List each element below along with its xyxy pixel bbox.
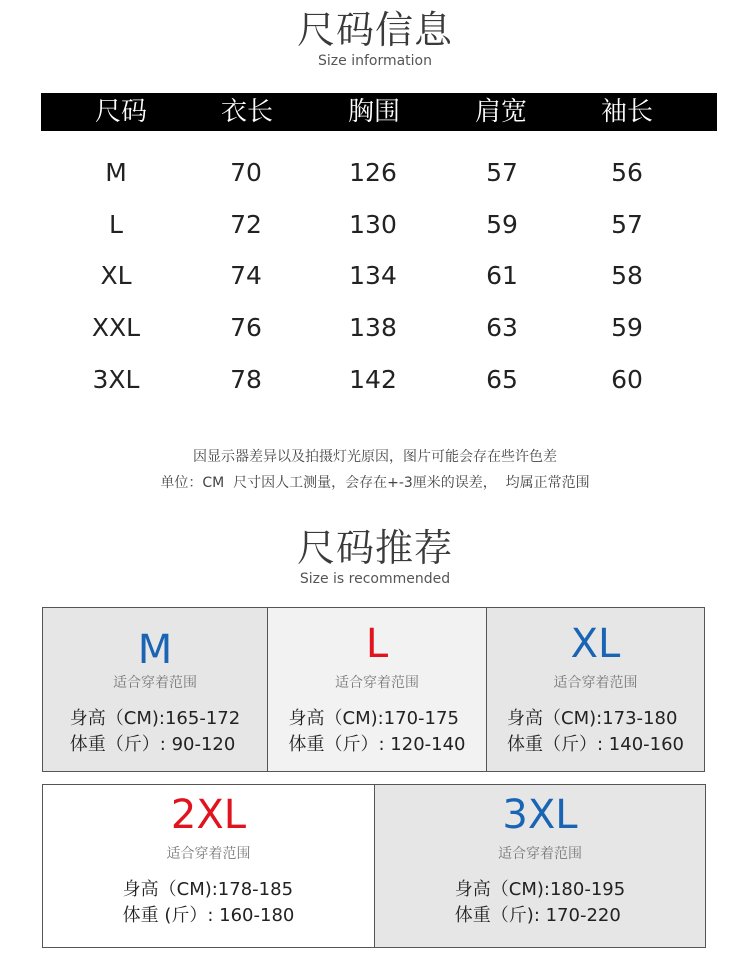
- card-weight-range: 体重 (斤）: 160-180: [122, 905, 295, 926]
- size-card-2xl: [42, 784, 375, 948]
- size-notes: [0, 444, 750, 496]
- size-recommend-title-en: Size is recommended: [299, 571, 451, 587]
- card-fit-label: 适合穿着范围: [498, 846, 582, 862]
- header-shoulder: 肩宽: [474, 97, 527, 127]
- cell: 63: [486, 313, 518, 342]
- card-size-label: L: [365, 621, 389, 667]
- cell: 134: [349, 261, 397, 290]
- cell: 59: [611, 313, 643, 342]
- size-card-3xl: [374, 784, 706, 948]
- cell: 57: [486, 158, 518, 187]
- card-height-range: 身高（CM):165-172: [69, 708, 241, 729]
- note-measurement: 单位：CM 尺寸因人工测量，会存在+-3厘米的误差， 均属正常范围: [160, 475, 590, 491]
- header-length: 衣长: [220, 97, 273, 127]
- cell: 57: [611, 210, 643, 239]
- cell: 74: [230, 261, 262, 290]
- cell: 126: [349, 158, 397, 187]
- cell: 72: [230, 210, 262, 239]
- cell: 138: [349, 313, 397, 342]
- size-recommend-title-zh: 尺码推荐: [296, 526, 453, 570]
- card-weight-range: 体重（斤）: 140-160: [507, 734, 684, 755]
- card-fit-label: 适合穿着范围: [553, 675, 638, 691]
- size-table-header: [41, 93, 717, 131]
- size-info-title-zh: 尺码信息: [296, 8, 453, 52]
- card-size-label: XL: [570, 621, 621, 667]
- cell: 65: [486, 365, 518, 394]
- size-recommend-title: [0, 528, 750, 588]
- size-card-xl: [486, 607, 705, 772]
- card-size-label: 3XL: [502, 792, 578, 838]
- card-fit-label: 适合穿着范围: [166, 846, 251, 862]
- cell: 142: [349, 365, 397, 394]
- card-size-label: 2XL: [170, 792, 247, 838]
- cell: 76: [230, 313, 262, 342]
- cell: 60: [611, 365, 643, 394]
- card-fit-label: 适合穿着范围: [113, 675, 197, 691]
- card-weight-range: 体重（斤): 170-220: [454, 905, 621, 926]
- note-color-difference: 因显示器差异以及拍摄灯光原因，图片可能会存在些许色差: [193, 449, 557, 465]
- cell: XL: [100, 261, 132, 290]
- size-info-title: [0, 10, 750, 70]
- card-fit-label: 适合穿着范围: [335, 675, 419, 691]
- card-size-label: M: [137, 627, 173, 673]
- size-info-title-en: Size information: [318, 53, 432, 69]
- card-height-range: 身高（CM):170-175: [288, 708, 459, 729]
- header-sleeve: 袖长: [600, 97, 653, 127]
- card-weight-range: 体重（斤）: 120-140: [288, 734, 466, 755]
- cell: 56: [611, 158, 643, 187]
- cell: 78: [230, 365, 262, 394]
- cell: 59: [486, 210, 518, 239]
- cell: XXL: [91, 313, 141, 342]
- card-weight-range: 体重（斤）: 90-120: [69, 734, 236, 755]
- cell: 70: [230, 158, 262, 187]
- card-height-range: 身高（CM):173-180: [507, 708, 678, 729]
- header-chest: 胸围: [347, 97, 400, 127]
- cell: 130: [349, 210, 397, 239]
- header-size: 尺码: [94, 97, 147, 127]
- size-card-m: [42, 607, 268, 772]
- cell: L: [109, 210, 123, 239]
- card-height-range: 身高（CM):178-185: [122, 879, 294, 900]
- cell: 61: [486, 261, 518, 290]
- cell: 3XL: [92, 365, 140, 394]
- size-card-l: [267, 607, 487, 772]
- cell: M: [105, 158, 127, 187]
- cell: 58: [611, 261, 643, 290]
- card-height-range: 身高（CM):180-195: [454, 879, 626, 900]
